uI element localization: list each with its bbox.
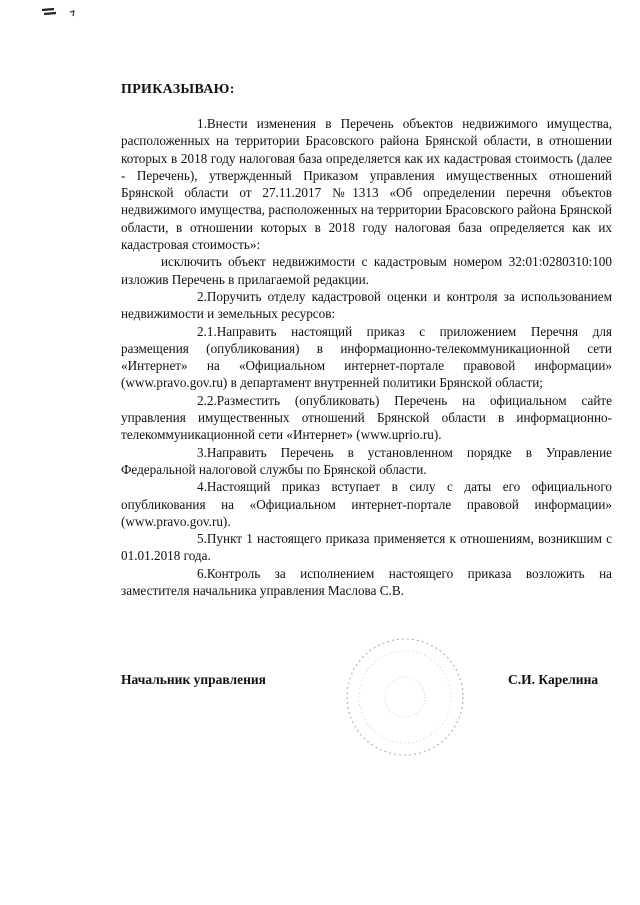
item-2-1: 2.1.Направить настоящий приказ с приложением Перечня для размещения (опубликования) в информационно-телекоммуникационной сети «Интернет» на «Официальном интернет-портале правовой информации» (www.pravo.gov.ru) в департамент внутренней политики Брянской области; [121, 323, 612, 391]
faded-seal-stamp [340, 632, 470, 762]
item-5: 5.Пункт 1 настоящего приказа применяется к отношениям, возникшим с 01.01.2018 года. [121, 531, 612, 564]
item-3: 3.Направить Перечень в установленном порядке в Управление Федеральной налоговой службы по Брянской области. [121, 444, 612, 477]
item-1: 1.Внести изменения в Перечень объектов недвижимого имущества, расположенных на территории Брасовского района Брянской области, в отношении которых в 2018 году налоговая база определяется как их кадастровая стоимость (далее - Перечень), утвержденный Приказом управления имущественных отношений Брянской области от 27.11.2017 №1313 «Об определении перечня объектов недвижимого имущества, расположенных на территории Брасовского района Брянской области, в отношении которых в 2018 году налоговая база определяется как их кадастровая стоимость»: [121, 116, 612, 253]
order-heading: ПРИКАЗЫВАЮ: [121, 82, 235, 97]
signature-name: С.И. Карелина [508, 672, 599, 687]
item-1-sub: исключить объект недвижимости с кадастровым номером 32:01:0280310:100 изложив Перечень в прилагаемой редакции. [121, 254, 612, 287]
signature-position: Начальник управления [121, 672, 266, 687]
corner-scan-mark [40, 2, 100, 22]
item-6: 6.Контроль за исполнением настоящего приказа возложить на заместителя начальника управления Маслова С.В. [121, 565, 612, 599]
item-4: 4.Настоящий приказ вступает в силу с даты его официального опубликования на «Официальном интернет-портале правовой информации» (www.pravo.gov.ru). [121, 479, 612, 529]
item-2: 2.Поручить отделу кадастровой оценки и контроля за использованием недвижимости и земельных ресурсов: [121, 288, 612, 322]
order-body [121, 115, 612, 599]
item-2-2: 2.2.Разместить (опубликовать) Перечень на официальном сайте управления имущественных отношений Брянской области в информационно-телекоммуникационной сети «Интернет» (www.uprio.ru). [121, 392, 612, 443]
